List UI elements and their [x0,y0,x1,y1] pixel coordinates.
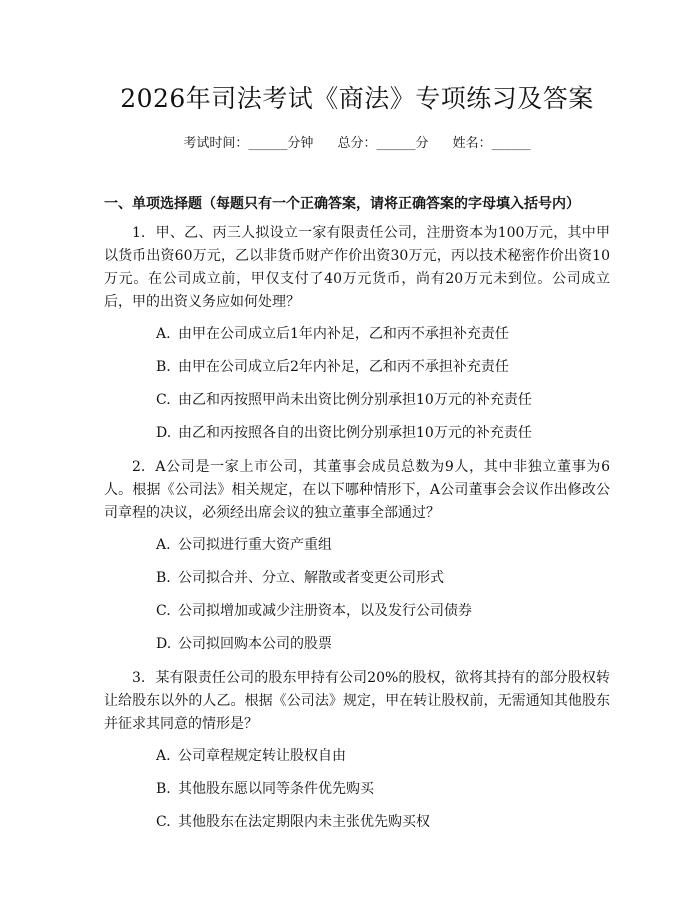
option-b [104,357,610,377]
option-letter: C. [156,392,171,408]
option-letter: A. [156,748,171,764]
option-letter: B. [156,570,171,586]
question-text: 某有限责任公司的股东甲持有公司20%的股权，欲将其持有的部分股权转让给股东以外的人乙。根据《公司法》规定，甲在转让股权前，无需通知其他股东并征求其同意的情形是？ [104,670,610,732]
option-letter: C. [156,603,171,619]
option-a [104,535,610,555]
option-d [104,423,610,443]
question-number: 1. [132,225,146,241]
question-3 [104,667,610,832]
option-b [104,568,610,588]
question-1 [104,222,610,443]
option-letter: B. [156,359,171,375]
option-text: 其他股东在法定期限内未主张优先购买权 [178,814,430,830]
option-text: 由乙和丙按照甲尚未出资比例分别承担10万元的补充责任 [178,392,532,408]
option-text: 公司拟合并、分立、解散或者变更公司形式 [178,570,444,586]
question-text: 甲、乙、丙三人拟设立一家有限责任公司，注册资本为100万元，其中甲以货币出资60万元，乙以非货币财产作价出资30万元，丙以技术秘密作价出资10万元。在公司成立前，甲仅支付了40万元货币，尚有20万元未到位。公司成立后，甲的出资义务应如何处理？ [104,225,610,310]
section-heading: 一、单项选择题（每题只有一个正确答案，请将正确答案的字母填入括号内） [104,196,580,212]
exam-score: 总分：______分 [337,136,429,151]
option-d [104,634,610,654]
question-stem [104,667,610,736]
option-text: 公司拟增加或减少注册资本，以及发行公司债券 [178,603,472,619]
option-text: 其他股东愿以同等条件优先购买 [178,781,374,797]
question-number: 3. [132,670,146,686]
question-stem [104,456,610,525]
option-text: 由乙和丙按照各自的出资比例分别承担10万元的补充责任 [178,425,532,441]
option-c [104,601,610,621]
question-2 [104,456,610,654]
option-text: 由甲在公司成立后2年内补足，乙和丙不承担补充责任 [178,359,509,375]
option-letter: A. [156,326,171,342]
option-list [104,746,610,832]
option-letter: D. [156,425,172,441]
option-a [104,324,610,344]
exam-time: 考试时间：______分钟 [183,136,314,151]
option-text: 公司章程规定转让股权自由 [178,748,346,764]
option-c [104,812,610,832]
question-stem [104,222,610,314]
option-letter: A. [156,537,171,553]
option-text: 公司拟回购本公司的股票 [178,636,332,652]
document-title: 2026年司法考试《商法》专项练习及答案 [120,84,594,113]
option-letter: D. [156,636,172,652]
option-c [104,390,610,410]
question-text: A公司是一家上市公司，其董事会成员总数为9人，其中非独立董事为6人。根据《公司法》相关规定，在以下哪种情形下，A公司董事会会议作出修改公司章程的决议，必须经出席会议的独立董事全部通过？ [104,459,610,521]
option-text: 由甲在公司成立后1年内补足，乙和丙不承担补充责任 [178,326,509,342]
option-text: 公司拟进行重大资产重组 [178,537,332,553]
option-letter: B. [156,781,171,797]
exam-meta [104,134,610,154]
question-number: 2. [132,459,146,475]
option-list [104,324,610,443]
option-b [104,779,610,799]
option-letter: C. [156,814,171,830]
exam-name: 姓名：______ [452,136,531,151]
option-a [104,746,610,766]
option-list [104,535,610,654]
